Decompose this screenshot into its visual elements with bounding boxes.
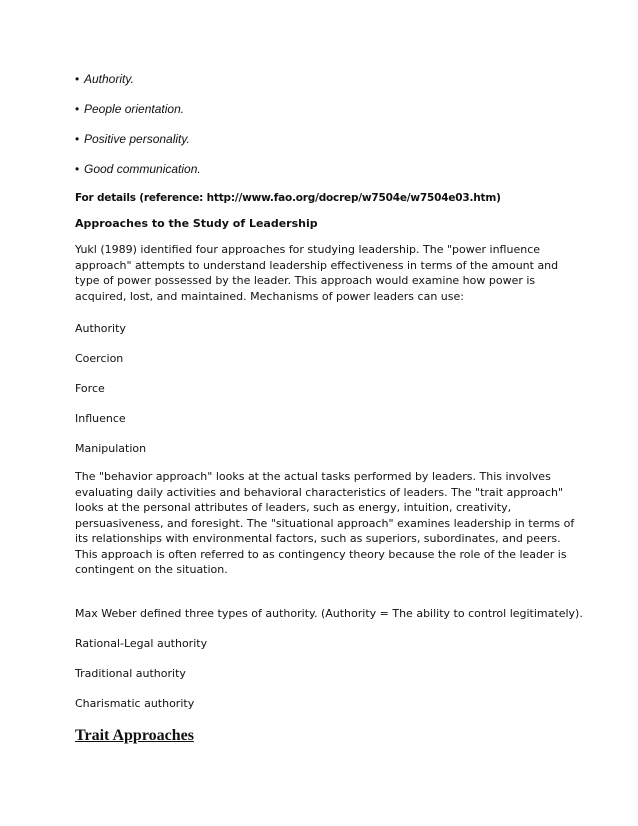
mechanism-authority: Authority	[75, 322, 126, 335]
bullet-item	[75, 132, 190, 146]
bullet-item	[75, 102, 184, 116]
trait-approaches-heading: Trait Approaches	[75, 727, 194, 744]
mechanism-influence: Influence	[75, 412, 126, 425]
authority-type-traditional: Traditional authority	[75, 667, 186, 680]
bullet-icon: •	[75, 132, 80, 146]
bullet-text: Authority.	[84, 72, 134, 86]
bullet-icon: •	[75, 72, 80, 86]
bullet-item	[75, 162, 201, 176]
mechanism-coercion: Coercion	[75, 352, 124, 365]
mechanism-manipulation: Manipulation	[75, 442, 147, 455]
approaches-heading: Approaches to the Study of Leadership	[75, 217, 318, 230]
bullet-icon: •	[75, 102, 80, 116]
bullet-text: Positive personality.	[84, 132, 190, 146]
bullet-icon: •	[75, 162, 80, 176]
behavior-paragraph: The "behavior approach" looks at the actual tasks performed by leaders. This involves evaluating daily activities and behavioral characteristics of leaders. The "trait approach" looks at the personal attributes of leaders, such as energy, intuition, creativity, persuasiveness, and foresight. The "situational approach" examines leadership in terms of its relationships with environmental factors, such as superiors, subordinates, and peers. This approach is often referred to as contingency theory because the role of the leader is contingent on the situation.	[75, 470, 575, 576]
bullet-text: Good communication.	[84, 162, 201, 176]
weber-line: Max Weber defined three types of authority. (Authority = The ability to control legitimately).	[75, 607, 583, 620]
yukl-paragraph: Yukl (1989) identified four approaches for studying leadership. The "power influence approach" attempts to understand leadership effectiveness in terms of the amount and type of power possessed by the leader. This approach would examine how power is acquired, lost, and maintained. Mechanisms of power leaders can use:	[75, 243, 559, 303]
authority-type-charismatic: Charismatic authority	[75, 697, 195, 710]
mechanism-force: Force	[75, 382, 105, 395]
details-reference: For details (reference: http://www.fao.org/docrep/w7504e/w7504e03.htm)	[75, 192, 501, 204]
bullet-item	[75, 72, 134, 86]
authority-type-rational-legal: Rational-Legal authority	[75, 637, 208, 650]
bullet-text: People orientation.	[84, 102, 185, 116]
